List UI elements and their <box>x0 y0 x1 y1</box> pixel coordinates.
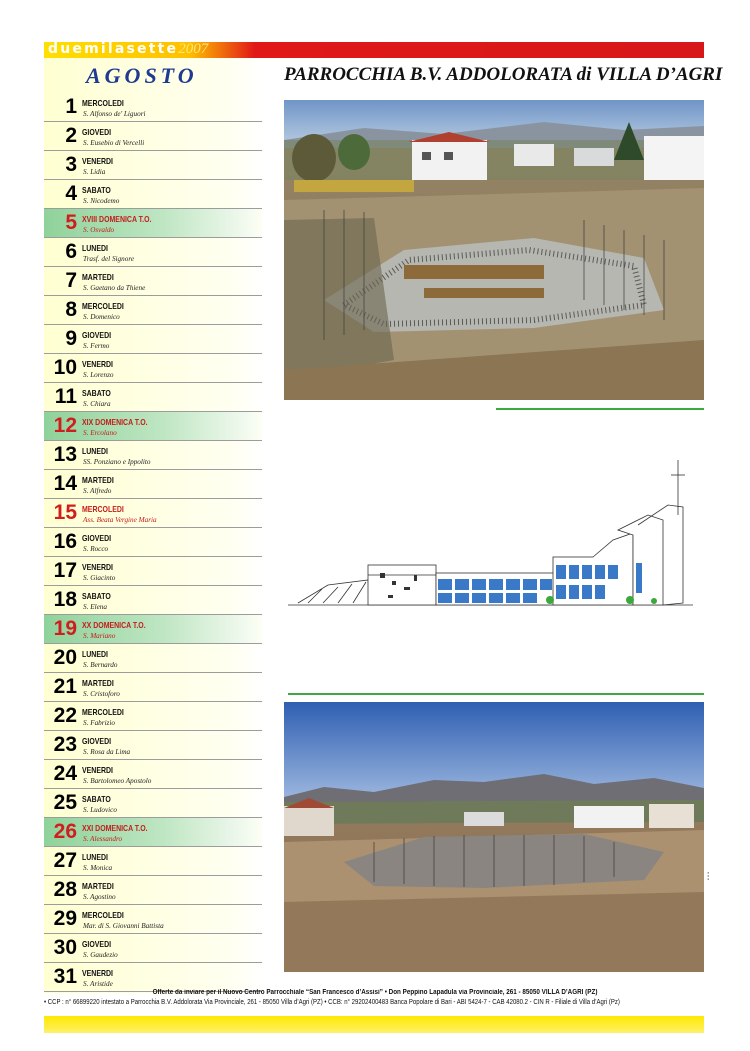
weekday-name: VENERDI <box>82 968 113 978</box>
day-number: 31 <box>53 965 77 988</box>
day-row <box>44 789 262 818</box>
day-row <box>44 93 262 122</box>
day-row <box>44 383 262 412</box>
day-row <box>44 180 262 209</box>
day-row <box>44 702 262 731</box>
day-row <box>44 615 262 644</box>
weekday-name: VENERDI <box>82 562 113 572</box>
photo-credit: • • • <box>706 871 712 880</box>
month-title: AGOSTO <box>86 63 198 88</box>
day-number: 25 <box>53 791 77 814</box>
day-list <box>44 93 262 992</box>
weekday-name: LUNEDI <box>82 446 108 456</box>
day-number: 18 <box>53 588 77 611</box>
day-number: 4 <box>65 182 77 205</box>
weekday-name: MERCOLEDI <box>82 301 124 311</box>
weekday-name: SABATO <box>82 388 111 398</box>
day-number: 14 <box>53 472 77 495</box>
weekday-name: MERCOLEDI <box>82 98 124 108</box>
saint-name: S. Gaetano da Thiene <box>83 284 146 292</box>
day-number: 21 <box>53 675 77 698</box>
weekday-name: GIOVEDI <box>82 736 112 746</box>
saint-name: S. Alfonso de' Liguori <box>83 110 146 118</box>
saint-name: S. Fermo <box>83 342 110 350</box>
day-row <box>44 354 262 383</box>
weekday-name: XXI DOMENICA T.O. <box>82 823 148 833</box>
day-row <box>44 528 262 557</box>
day-number: 12 <box>53 414 77 437</box>
day-row <box>44 586 262 615</box>
day-row <box>44 412 262 441</box>
weekday-name: MERCOLEDI <box>82 910 124 920</box>
saint-name: S. Rosa da Lima <box>83 748 131 756</box>
weekday-name: XIX DOMENICA T.O. <box>82 417 148 427</box>
day-number: 1 <box>65 95 77 118</box>
day-number: 30 <box>53 936 77 959</box>
weekday-name: LUNEDI <box>82 852 108 862</box>
weekday-name: MERCOLEDI <box>82 504 124 514</box>
donation-info: Offerte da inviare per il Nuovo Centro Parrocchiale “San Francesco d’Assisi” • Don Peppino Lapadula via Provinciale, 261 - 85050 VILLA D’AGRI (PZ) <box>152 989 598 996</box>
day-number: 23 <box>53 733 77 756</box>
day-number: 29 <box>53 907 77 930</box>
saint-name: S. Gaudezio <box>83 951 118 959</box>
weekday-name: MARTEDI <box>82 881 114 891</box>
day-row <box>44 818 262 847</box>
weekday-name: MARTEDI <box>82 678 114 688</box>
day-number: 27 <box>53 849 77 872</box>
day-row <box>44 441 262 470</box>
saint-name: S. Fabrizio <box>83 719 115 727</box>
day-number: 17 <box>53 559 77 582</box>
day-number: 2 <box>65 124 77 147</box>
saint-name: S. Eusebio di Vercelli <box>83 139 145 147</box>
saint-name: Mar. di S. Giovanni Battista <box>83 922 164 930</box>
day-number: 28 <box>53 878 77 901</box>
footer-yellow-bar <box>44 1016 704 1033</box>
saint-name: S. Aristide <box>83 980 113 988</box>
saint-name: Trasf. del Signore <box>83 255 135 263</box>
brand-year: 2007 <box>178 41 209 57</box>
weekday-name: GIOVEDI <box>82 533 112 543</box>
weekday-name: SABATO <box>82 185 111 195</box>
weekday-name: MARTEDI <box>82 272 114 282</box>
saint-name: Ass. Beata Vergine Maria <box>83 516 157 524</box>
saint-name: S. Agostino <box>83 893 116 901</box>
day-number: 6 <box>65 240 77 263</box>
weekday-name: GIOVEDI <box>82 330 112 340</box>
day-row <box>44 644 262 673</box>
day-number: 8 <box>65 298 77 321</box>
saint-name: S. Bartolomeo Apostolo <box>83 777 152 785</box>
day-row <box>44 557 262 586</box>
day-row <box>44 934 262 963</box>
saint-name: S. Alessandro <box>83 835 123 843</box>
weekday-name: SABATO <box>82 794 111 804</box>
weekday-name: VENERDI <box>82 156 113 166</box>
saint-name: S. Giacinto <box>83 574 116 582</box>
day-number: 15 <box>53 501 77 524</box>
day-row <box>44 673 262 702</box>
weekday-name: VENERDI <box>82 359 113 369</box>
day-number: 13 <box>53 443 77 466</box>
day-number: 9 <box>65 327 77 350</box>
day-row <box>44 122 262 151</box>
day-row <box>44 151 262 180</box>
saint-name: S. Rocco <box>83 545 109 553</box>
saint-name: S. Alfredo <box>83 487 112 495</box>
saint-name: S. Domenico <box>83 313 120 321</box>
day-row <box>44 267 262 296</box>
day-number: 3 <box>65 153 77 176</box>
architectural-elevation-drawing <box>288 455 693 625</box>
day-row <box>44 963 262 992</box>
weekday-name: XVIII DOMENICA T.O. <box>82 214 152 224</box>
day-row <box>44 760 262 789</box>
saint-name: S. Monica <box>83 864 113 872</box>
divider-line <box>288 693 704 695</box>
day-row <box>44 731 262 760</box>
day-number: 10 <box>53 356 77 379</box>
weekday-name: SABATO <box>82 591 111 601</box>
construction-photo-top <box>284 100 704 400</box>
brand-text: duemilasette <box>48 41 179 57</box>
day-number: 22 <box>53 704 77 727</box>
day-row <box>44 325 262 354</box>
divider-line <box>496 408 704 410</box>
day-number: 16 <box>53 530 77 553</box>
saint-name: S. Osvaldo <box>83 226 115 234</box>
day-row <box>44 876 262 905</box>
saint-name: S. Elena <box>83 603 107 611</box>
day-row <box>44 238 262 267</box>
day-number: 26 <box>53 820 77 843</box>
saint-name: S. Lorenzo <box>83 371 114 379</box>
weekday-name: VENERDI <box>82 765 113 775</box>
construction-photo-bottom <box>284 702 704 972</box>
day-row <box>44 209 262 238</box>
saint-name: S. Mariano <box>83 632 116 640</box>
day-row <box>44 847 262 876</box>
day-row <box>44 296 262 325</box>
weekday-name: XX DOMENICA T.O. <box>82 620 146 630</box>
weekday-name: GIOVEDI <box>82 939 112 949</box>
bank-info: • CCP : n° 66899220 intestato a Parrocchia B.V. Addolorata Via Provinciale, 261 - 85050 Villa d’Agri (PZ) • CCB: n° 29202400483 Banca Popolare di Bari - ABI 5424-7 - CAB 42080.2 - CIN R - Filiale di Villa d’Agri (Pz) <box>44 999 620 1006</box>
day-number: 7 <box>65 269 77 292</box>
day-number: 11 <box>54 385 77 408</box>
day-number: 19 <box>53 617 77 640</box>
day-row <box>44 499 262 528</box>
saint-name: S. Lidia <box>83 168 106 176</box>
saint-name: S. Ercolano <box>83 429 117 437</box>
weekday-name: MARTEDI <box>82 475 114 485</box>
weekday-name: LUNEDI <box>82 649 108 659</box>
saint-name: S. Ludovico <box>83 806 117 814</box>
saint-name: S. Bernardo <box>83 661 118 669</box>
day-number: 5 <box>65 211 77 234</box>
day-number: 24 <box>53 762 77 785</box>
day-row <box>44 470 262 499</box>
weekday-name: GIOVEDI <box>82 127 112 137</box>
day-row <box>44 905 262 934</box>
saint-name: S. Cristoforo <box>83 690 120 698</box>
saint-name: S. Chiara <box>83 400 111 408</box>
page-title: PARROCCHIA B.V. ADDOLORATA di VILLA D’AGRI <box>284 64 723 85</box>
calendar-brand <box>48 41 208 58</box>
weekday-name: MERCOLEDI <box>82 707 124 717</box>
day-number: 20 <box>53 646 77 669</box>
saint-name: SS. Ponziano e Ippolito <box>83 458 151 466</box>
saint-name: S. Nicodemo <box>83 197 120 205</box>
weekday-name: LUNEDI <box>82 243 108 253</box>
